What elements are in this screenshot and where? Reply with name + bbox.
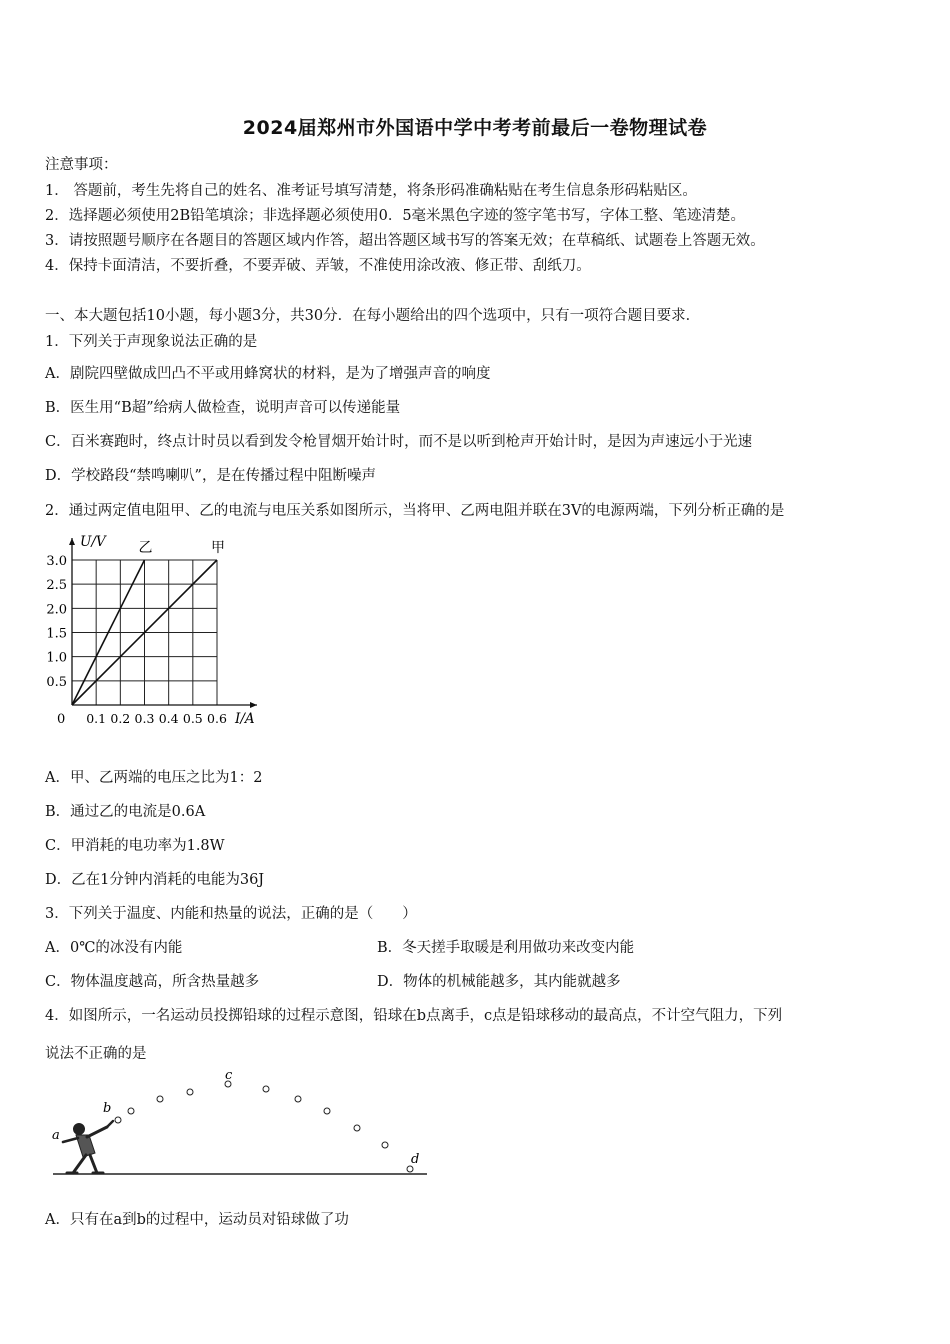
series-label: 乙 — [138, 540, 153, 556]
q3-stem: 3．下列关于温度、内能和热量的说法，正确的是（ ） — [45, 906, 417, 922]
series-label: 甲 — [211, 540, 225, 556]
x-axis-arrow — [250, 702, 257, 708]
q3-option-a: A．0℃的冰没有内能 — [45, 940, 183, 956]
notice-item: 2．选择题必须使用2B铅笔填涂；非选择题必须使用0．5毫米黑色字迹的签字笔书写，字体工整、笔迹清楚。 — [45, 208, 746, 224]
label-c: c — [225, 1068, 233, 1083]
y-tick-label: 2.0 — [46, 602, 67, 618]
x-tick-label: 0.3 — [134, 711, 155, 726]
x-tick-label: 0.1 — [86, 711, 107, 726]
y-tick-label: 3.0 — [46, 554, 67, 569]
ball-point — [263, 1086, 269, 1092]
q2-option-a: A．甲、乙两端的电压之比为1：2 — [45, 770, 263, 786]
y-tick-label: 0.5 — [46, 674, 67, 690]
q3-option-d: D．物体的机械能越多，其内能就越多 — [377, 974, 621, 990]
label-b: b — [103, 1101, 112, 1116]
q1-option-d: D．学校路段“禁鸣喇叭”，是在传播过程中阻断噪声 — [45, 468, 376, 484]
label-d: d — [411, 1152, 420, 1167]
notice-heading: 注意事项： — [45, 157, 118, 173]
x-tick-label: 0.6 — [207, 711, 227, 726]
q3-option-c: C．物体温度越高，所含热量越多 — [45, 974, 260, 990]
q2-option-c: C．甲消耗的电功率为1.8W — [45, 838, 225, 854]
q1-stem: 1．下列关于声现象说法正确的是 — [45, 334, 258, 350]
ball-point — [324, 1108, 330, 1114]
ball-point — [295, 1096, 301, 1102]
notice-item: 1． 答题前，考生先将自己的姓名、准考证号填写清楚，将条形码准确粘贴在考生信息条形码粘贴区。 — [45, 183, 697, 199]
y-tick-label: 1.5 — [46, 626, 67, 642]
label-a: a — [52, 1128, 60, 1143]
ball-point — [128, 1108, 134, 1114]
q1-option-a: A．剧院四壁做成凹凸不平或用蜂窝状的材料，是为了增强声音的响度 — [45, 366, 491, 382]
shot-put-figure — [45, 1065, 435, 1180]
x-tick-label: 0.2 — [110, 711, 131, 726]
q4-option-a: A．只有在a到b的过程中，运动员对铅球做了功 — [45, 1212, 349, 1228]
chart-axes — [69, 538, 257, 708]
page-title: 2024届郑州市外国语中学中考考前最后一卷物理试卷 — [242, 117, 708, 139]
q1-option-b: B．医生用“B超”给病人做检查，说明声音可以传递能量 — [45, 400, 401, 416]
x-tick-label: 0.4 — [158, 711, 179, 726]
y-tick-label: 1.0 — [46, 650, 67, 666]
q4-stem-line2: 说法不正确的是 — [45, 1046, 147, 1062]
notice-item: 4．保持卡面清洁，不要折叠，不要弄破、弄皱，不准使用涂改液、修正带、刮纸刀。 — [45, 258, 591, 274]
ball-point — [354, 1125, 360, 1131]
x-axis-label: I/A — [235, 711, 255, 727]
q4-stem-line1: 4．如图所示，一名运动员投掷铅球的过程示意图，铅球在b点离手，c点是铅球移动的最高点，不计空气阻力，下列 — [45, 1008, 783, 1024]
y-axis-label: U/V — [80, 534, 106, 550]
ball-point — [187, 1089, 193, 1095]
trajectory-points — [128, 1081, 413, 1172]
q2-option-b: B．通过乙的电流是0.6A — [45, 804, 206, 820]
ball-point — [382, 1142, 388, 1148]
section-heading: 一、本大题包括10小题，每小题3分，共30分．在每小题给出的四个选项中，只有一项符合题目要求． — [45, 308, 701, 324]
x-tick-label: 0.5 — [182, 711, 203, 726]
ball-point — [157, 1096, 163, 1102]
q3-option-b: B．冬天搓手取暖是利用做功来改变内能 — [377, 940, 635, 956]
notice-item: 3．请按照题号顺序在各题目的答题区域内作答，超出答题区域书写的答案无效；在草稿纸、试题卷上答题无效。 — [45, 233, 765, 249]
origin-label: 0 — [57, 712, 66, 727]
q2-stem: 2．通过两定值电阻甲、乙的电流与电压关系如图所示，当将甲、乙两电阻并联在3V的电源两端，下列分析正确的是 — [45, 503, 785, 519]
chart-labels — [46, 534, 255, 727]
q1-option-c: C．百米赛跑时，终点计时员以看到发令枪冒烟开始计时，而不是以听到枪声开始计时，是因为声速远小于光速 — [45, 434, 753, 450]
y-axis-arrow — [69, 538, 75, 545]
athlete-figure — [63, 1117, 121, 1173]
ui-graph — [40, 530, 280, 730]
y-tick-label: 2.5 — [46, 578, 67, 594]
q2-option-d: D．乙在1分钟内消耗的电能为36J — [45, 872, 265, 888]
